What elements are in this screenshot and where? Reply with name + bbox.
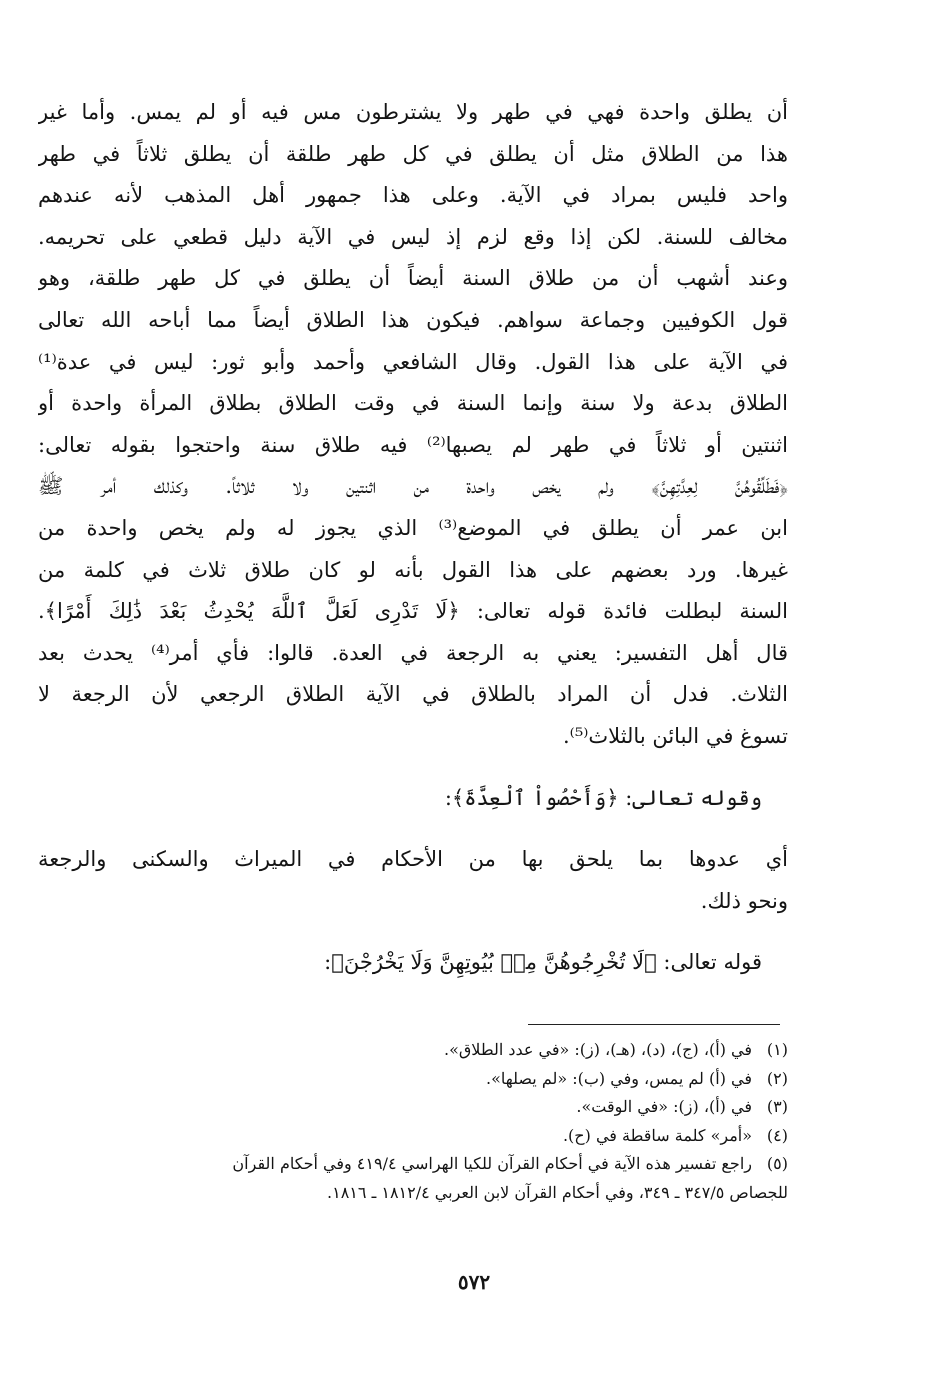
text-line: السنة لبطلت فائدة قوله تعالى: ﴿لَا تَدْرِى لَعَلَّ ٱللَّهَ يُحْدِثُ بَعْدَ ذَٰلِكَ أَمْرًا﴾.: [38, 599, 788, 624]
text-line: غيرها. ورد بعضهم على هذا القول بأنه لو كان طلاق ثلاث في كلمة من: [38, 557, 788, 582]
text-line: وعند أشهب أن من طلاق السنة أيضاً أن يطلق في كل طهر طلقة، وهو: [38, 266, 788, 291]
footnote-number: (٤): [766, 1125, 788, 1145]
text-line: الثلاث. فدل أن المراد بالطلاق في الآية الطلاق الرجعي لأن الرجعة لا: [38, 682, 788, 707]
footnote-text: للجصاص ٣٤٧/٥ ـ ٣٤٩، وفي أحكام القرآن لابن العربي ١٨١٢/٤ ـ ١٨١٦.: [327, 1182, 788, 1202]
footnote-separator: [528, 1024, 780, 1025]
text-line: الطلاق بدعة ولا سنة وإنما السنة في وقت الطلاق بطلاق المرأة واحدة أو: [38, 391, 788, 416]
text-line: في الآية على هذا القول. وقال الشافعي وأحمد وأبو ثور: ليس في عدة⁽¹⁾: [38, 349, 788, 374]
footnote-number: (٣): [766, 1097, 788, 1116]
text-line: واحد فليس بمراد في الآية. وعلى هذا جمهور أهل المذهب لأنه عندهم: [38, 183, 788, 208]
footnote: [38, 1150, 788, 1179]
footnotes: [38, 1036, 788, 1207]
page-number: ٥٧٢: [457, 1270, 491, 1294]
verse-heading: وقوله تعالى: ﴿وَأَحْصُواْ ٱلْعِدَّةَ﴾:: [444, 785, 762, 810]
footnote: [38, 1065, 788, 1094]
text-line: ابن عمر أن يطلق في الموضع⁽³⁾ الذي يجوز له ولم يخص واحدة من: [38, 515, 788, 540]
footnote: [38, 1122, 788, 1151]
footnote: [38, 1093, 788, 1122]
footnote-text: في (أ) لم يمس، وفي (ب): «لم يصلها».: [485, 1068, 752, 1088]
footnote: [38, 1036, 788, 1065]
text-line: أن يطلق واحدة فهي في طهر ولا يشترطون مس فيه أو لم يمس. وأما غير: [38, 100, 788, 124]
footnote-text: «أمر» كلمة ساقطة في (ح).: [562, 1125, 752, 1145]
text-line: تسوغ في البائن بالثلاث⁽⁵⁾.: [562, 723, 788, 748]
verse-heading: قوله تعالى: ﴿لَا تُخْرِجُوهُنَّ مِنۢ بُيُوتِهِنَّ وَلَا يَخْرُجْنَ﴾:: [324, 950, 762, 975]
text-line: مخالف للسنة. لكن إذا وقع لزم إذ ليس في الآية دليل قطعي على تحريمه.: [38, 224, 788, 249]
text-line: قول الكوفيين وجماعة سواهم. فيكون هذا الطلاق أيضاً مما أباحه الله تعالى: [38, 307, 788, 332]
text-line: أي عدوها بما يلحق بها من الأحكام في الميراث والسكنى والرجعة: [38, 847, 788, 872]
text-line: اثنتين أو ثلاثاً في طهر لم يصبها⁽²⁾ فيه طلاق سنة واحتجوا بقوله تعالى:: [38, 432, 788, 457]
footnote-number: (٥): [766, 1154, 788, 1173]
footnote-number: (٢): [766, 1068, 788, 1088]
main-text: [38, 92, 788, 984]
footnote-text: راجع تفسير هذه الآية في أحكام القرآن للكيا الهراسي ٤١٩/٤ وفي أحكام القرآن: [232, 1154, 752, 1173]
text-line: هذا من الطلاق مثل أن يطلق في كل طهر طلقة أن يطلق ثلاثاً في طهر: [38, 141, 788, 166]
footnote-continuation: [38, 1179, 788, 1208]
text-line: ونحو ذلك.: [700, 888, 788, 913]
footnote-text: في (أ)، (ز): «في الوقت».: [576, 1097, 752, 1116]
footnote-text: في (أ)، (ج)، (د)، (هـ)، (ز): «في عدد الطلاق».: [443, 1040, 752, 1059]
footnote-number: (١): [766, 1040, 788, 1059]
text-line: قال أهل التفسير: يعني به الرجعة في العدة. قالوا: فأي أمر⁽⁴⁾ يحدث بعد: [38, 640, 788, 665]
text-line: ﴿فَطَلِّقُوهُنَّ لِعِدَّتِهِنَّ﴾ ولم يخص واحدة من اثنتين ولا ثلاثاً. وكذلك أمر ﷺ: [38, 474, 788, 499]
